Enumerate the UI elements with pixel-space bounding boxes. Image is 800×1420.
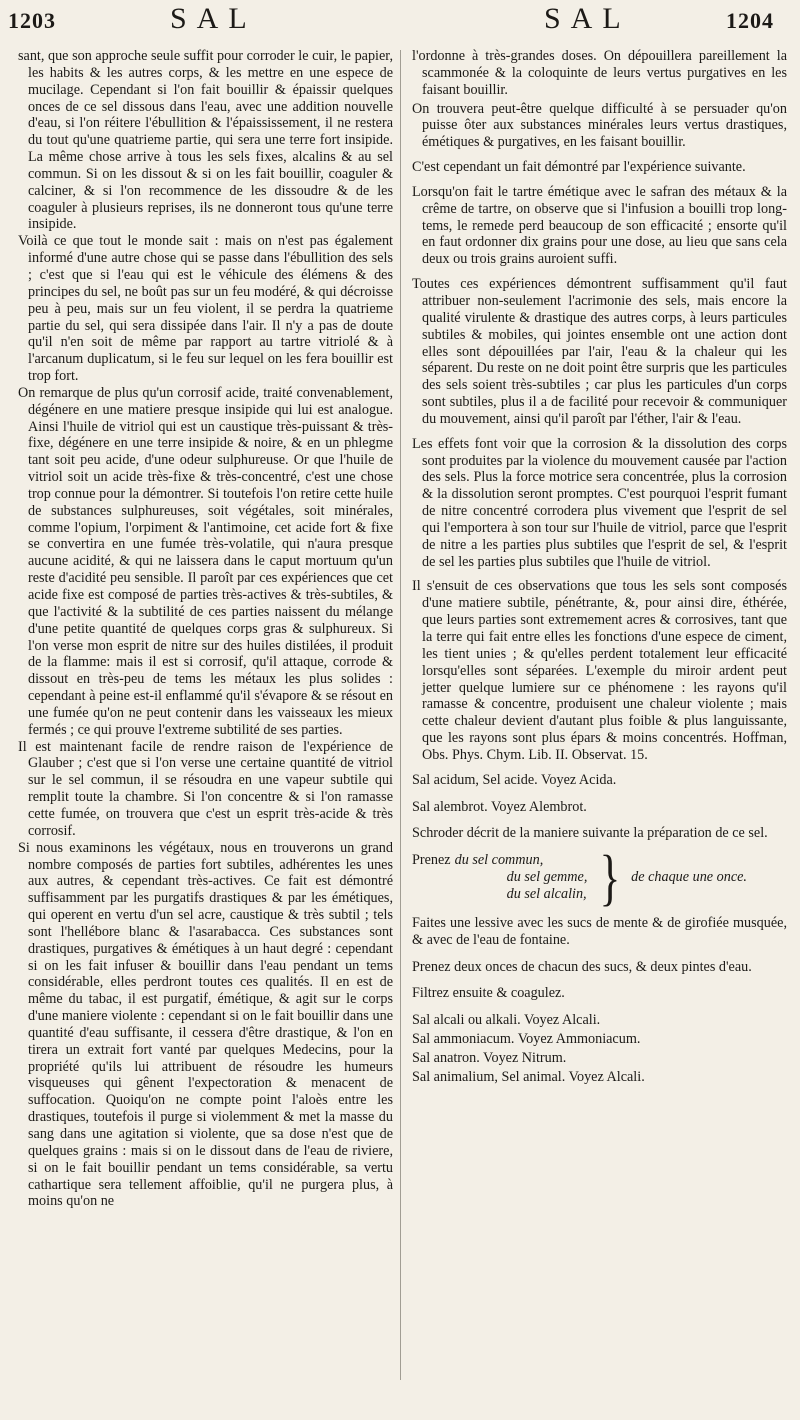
left-running-head: SAL: [170, 2, 257, 35]
right-paragraph-6: Les effets font voir que la corrosion & la dissolution des corps sont produites par la violence du mouvement causée par l'action des sels. Plus la force motrice sera concentrée, plus la corrosion & la dissolution seront promptes. C'est pourquoi l'esprit fumant de nitre concentré corrodera plus vivement que l'esprit de sel qui l'emportera à son tour sur l'huile de vitriol, parce que l'esprit de nitre a les parties plus subtiles que l'esprit de sel, & l'esprit de sel les parties plus subtiles que l'huile de vitriol.: [412, 435, 787, 570]
right-page-number: 1204: [726, 8, 774, 33]
right-paragraph-2: On trouvera peut-être quelque difficulté à se persuader qu'on puisse ôter aux substances minérales leurs vertus drastiques, émétiques & purgatives, en les faisant bouillir.: [412, 100, 787, 151]
right-paragraph-3: C'est cependant un fait démontré par l'expérience suivante.: [412, 159, 746, 176]
entry-sal-alembrot: Sal alembrot. Voyez Alembrot.: [412, 798, 587, 815]
recipe-item: du sel alcalin,: [506, 885, 587, 902]
page-header: [0, 0, 800, 50]
recipe-item: du sel commun,: [454, 852, 544, 869]
recipe-item: du sel gemme,: [506, 869, 588, 886]
entry-sal-animalium: Sal animalium, Sel animal. Voyez Alcali.: [412, 1068, 645, 1085]
step-prenez: Prenez deux onces de chacun des sucs, & deux pintes d'eau.: [412, 958, 752, 975]
entry-sal-ammoniacum: Sal ammoniacum. Voyez Ammoniacum.: [412, 1031, 641, 1048]
left-paragraph-1: sant, que son approche seule suffit pour corroder le cuir, le papier, les habits & les autres corps, & les mettre en une espece de mucilage. Cependant si l'on fait bouillir & épaissir quelques onces de ce sel dissous dans l'eau, avec une addition nouvelle d'eau, si l'on réitere l'ébullition & l'épaississement, il ne restera du tout qu'une quatrieme partie, qui sera une terre fort insipide. La même chose arrive à tous les sels fixes, alcalins & au sel commun. Si on les dissout & si on les fait bouillir, coaguler & calciner, & si l'on recommence de les dissoudre & de les coaguler à plusieurs reprises, ils ne donneront tous qu'une terre insipide.: [18, 48, 393, 233]
step-filtrez: Filtrez ensuite & coagulez.: [412, 985, 565, 1002]
left-paragraph-3: On remarque de plus qu'un corrosif acide, traité convenablement, dégénere en une matiere presque insipide qui lui est analogue. Ainsi l'huile de vitriol qui est un caustique très-puissant & très-fixe, dégénere en une terre insipide & noire, & en un phlegme tant soit peu acide, d'une odeur sulphureuse. Or que l'huile de vitriol soit un acide très-fixe & très-concentré, c'est une chose trop connue pour la démontrer. Si toutefois l'on retire cette huile de substances sulphureuses, soit végétales, soit minérales, comme l'opium, l'orpiment & l'antimoine, cet acide fort & fixe se convertira en une fumée très-volatile, qui n'aura presque aucune acidité, & qui ne laissera dans le caput mortuum qu'un reste d'acidité peu sensible. Il paroît par ces expériences que cet acide fixe est composé de parties très-actives & très-subtiles, & que l'activité & la subtilité de ces parties naissent du mélange d'une petite quantité de quelques corps gras & sulphureux. Si l'on verse mon esprit de nitre sur des huiles distilées, il produit de la flamme: mais il est si corrosif, qu'il attaque, corrode & dissout en très-peu de tems les métaux les plus solides : cependant à peine est-il enflammé qu'il s'évapore & se résout en une fumée qu'on ne peut contenir dans les vaisseaux les mieux fermés ; ce qui prouve l'extreme subtilité de ses parties.: [18, 384, 393, 738]
recipe-quantity: de chaque une once.: [631, 869, 747, 886]
entry-sal-anatron: Sal anatron. Voyez Nitrum.: [412, 1049, 567, 1066]
entry-sal-alcali: Sal alcali ou alkali. Voyez Alcali.: [412, 1012, 601, 1029]
recipe-items: [455, 852, 588, 903]
brace-icon: }: [599, 843, 621, 912]
left-column: [18, 48, 393, 1408]
left-paragraph-2: Voilà ce que tout le monde sait : mais on n'est pas également informé d'une autre chose qui se passe dans l'ébullition des sels ; c'est que si l'eau qui est le véhicule des élémens & des principes du sel, ne boût pas sur un feu modéré, & qui décroisse peu à peu, mais sur un feu violent, il se perdra la quatrieme partie du sel, qui sera dissipée dans l'air. Il n'y a pas de doute qu'il n'en soit de même par rapport au tartre vitriolé & à l'arcanum duplicatum, si le feu sur lequel on les fera bouillir est trop fort.: [18, 233, 393, 385]
column-divider: [400, 50, 401, 1380]
recipe-block: [412, 843, 787, 912]
left-paragraph-4: Il est maintenant facile de rendre raison de l'expérience de Glauber ; c'est que si l'on verse une certaine quantité de vitriol sur le sel commun, il se résoudra en une vapeur subtile qui remplit toute la chambre. Si l'on concentre & si l'on ramasse cette fumée, on trouvera que c'est un esprit très-acide & très corrosif.: [18, 738, 393, 839]
left-paragraph-5: Si nous examinons les végétaux, nous en trouverons un grand nombre composés de parties fort subtiles, adhérentes les unes aux autres, & cependant très-actives. Ce fait est démontré suffisamment par les purgatifs drastiques & par les émétiques, qui operent en vertu d'un sel acre, caustique & très subtil ; tels sont l'hellébore blanc & l'asarabacca. Ces substances sont drastiques, purgatives & émétiques à un haut degré : cependant si on les fait infuser & bouillir dans l'eau pendant un tems considérable, elles perdront toutes ces qualités. Il en est de même du tabac, il est purgatif, émétique, & agit sur le corps d'une maniere violente : cependant si on le fait bouillir dans une quantité d'eau suffisante, il cessera d'être drastique, & l'on en tirera un extrait fort vanté par quelques Medecins, pour la propriété qu'ils lui attribuent de résoudre les humeurs visqueuses qui gênent l'expectoration & menacent de suffocation. Quoiqu'on ne compte point l'aloès entre les drastiques, toutefois il purge si violemment & met la masse du sang dans une agitation si violente, que sa dose n'est que de quelques grains : mais si on le dissout dans de l'eau de riviere, si on le fait bouillir pendant un tems considérable, sa vertu cathartique sera tellement affoiblie, qu'il ne purgera plus, à moins qu'on ne: [18, 839, 393, 1210]
right-paragraph-5: Toutes ces expériences démontrent suffisamment qu'il faut attribuer non-seulement l'acrimonie des sels, mais encore la qualité virulente & drastique des autres corps, à leurs particules subtiles & mobiles, qui jointes ensemble ont une action dont elles sont dépouillées par l'air, l'eau & la chaleur qui les séparent. Du reste on ne doit point être surpris que les particules des sels soient très-subtiles ; car plus les particules d'un corps sont subtiles, plus il a de facilité pour recevoir & communiquer du mouvement, ainsi qu'il paroît par l'éther, l'air & l'eau.: [412, 276, 787, 427]
entry-schroder: Schroder décrit de la maniere suivante la préparation de ce sel.: [412, 825, 768, 842]
recipe-lead: Prenez: [412, 852, 451, 869]
right-paragraph-7: Il s'ensuit de ces observations que tous les sels sont composés d'une matiere subtile, pénétrante, &, pour ainsi dire, éthérée, que leurs parties sont extremement acres & corrosives, tant que la terre qui fait entre elles les fonctions d'une espece de ciment, les tient unies ; & qu'elles perdent totalement leur efficacité lorsqu'elles sont séparées. L'exemple du miroir ardent peut jetter quelque lumiere sur ce phénomene : les rayons qu'il ramasse & concentre, produisent une chaleur violente ; mais cette chaleur devient d'autant plus foible & plus languissante, que les rayons sont plus épars & moins concentrés. Hoffman, Obs. Phys. Chym. Lib. II. Observat. 15.: [412, 578, 787, 763]
right-paragraph-4: Lorsqu'on fait le tartre émétique avec le safran des métaux & la crême de tartre, on observe que si l'infusion a bouilli trop long-tems, le remede perd beaucoup de son efficacité ; ensorte qu'il en faut ordonner dix grains pour une dose, au lieu que sans cela deux ou trois grains auroient suffi.: [412, 183, 787, 268]
right-paragraph-1: l'ordonne à très-grandes doses. On dépouillera pareillement la scammonée & la coloquinte de leurs vertus purgatives en les faisant bouillir.: [412, 48, 787, 98]
entry-sal-acidum: Sal acidum, Sel acide. Voyez Acida.: [412, 771, 617, 788]
left-page-number: 1203: [8, 8, 56, 33]
right-running-head: SAL: [544, 2, 631, 35]
right-column: [412, 48, 787, 1408]
step-lessive: Faites une lessive avec les sucs de mente & de girofiée musquée, & avec de l'eau de fontaine.: [412, 914, 787, 948]
